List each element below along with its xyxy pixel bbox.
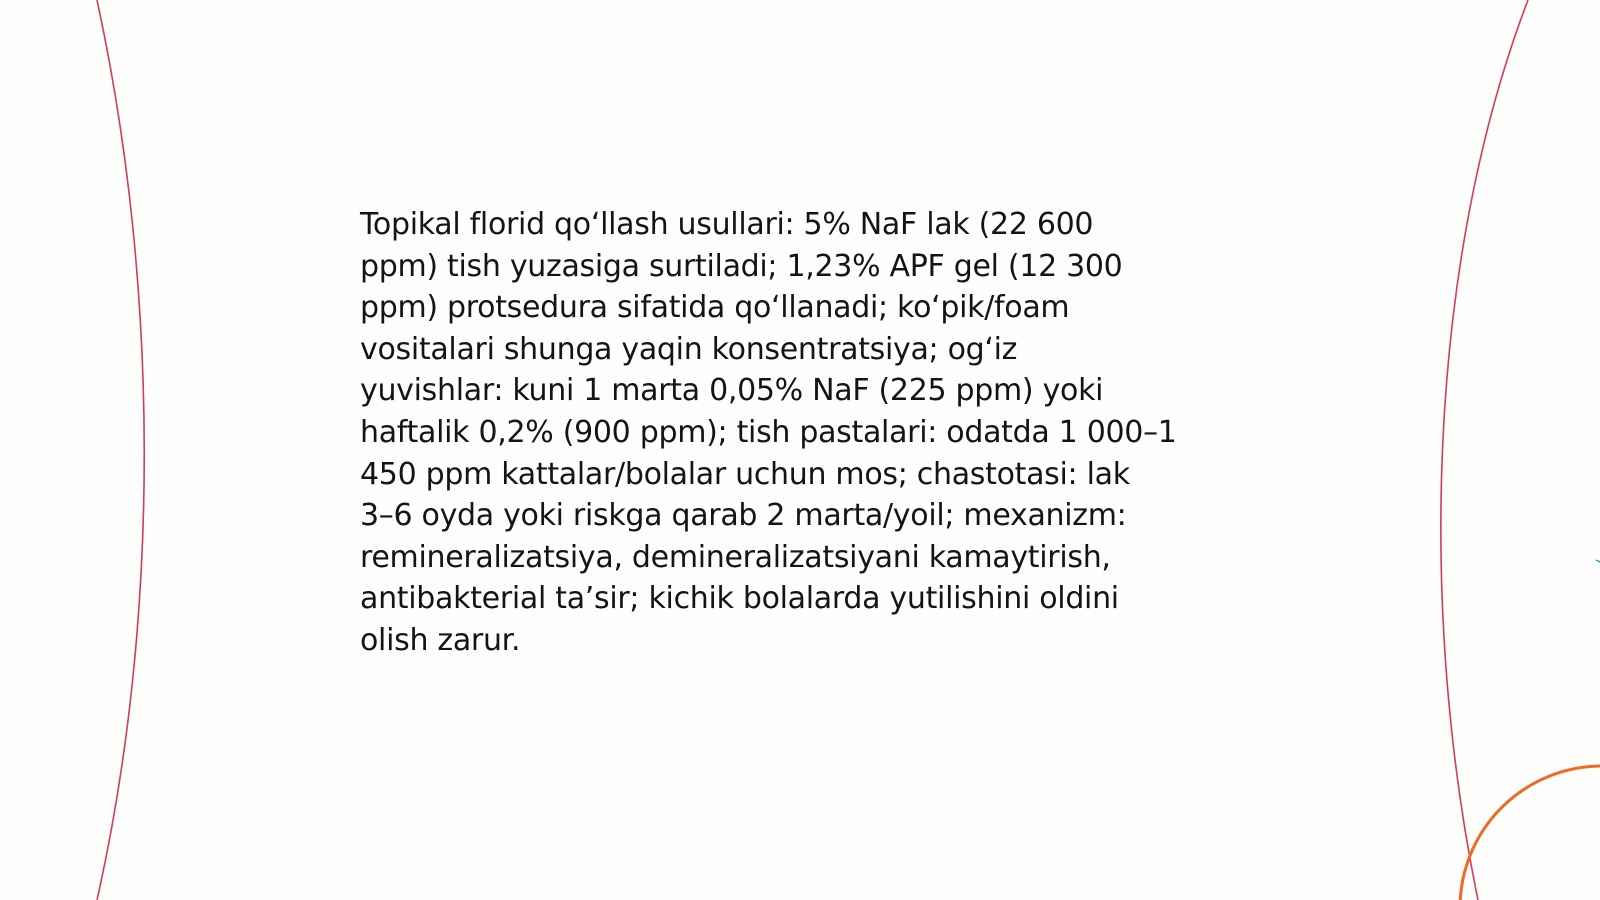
teal-decorative-mark (1596, 560, 1600, 562)
left-decorative-arc (97, 0, 144, 900)
orange-decorative-circle (1460, 766, 1600, 900)
slide-body-text: Topikal florid qo‘llash usullari: 5% NaF lak (22 600 ppm) tish yuzasiga surtiladi; 1,23% APF gel (12 300 ppm) protsedura sifatida qo‘llanadi; ko‘pik/foam vositalari shunga yaqin konsentratsiya; og‘iz yuvishlar: kuni 1 marta 0,05% NaF (225 ppm) yoki haftalik 0,2% (900 ppm); tish pastalari: odatda 1 000–1 450 ppm kattalar/bolalar uchun mos; chastotasi: lak 3–6 oyda yoki riskga qarab 2 marta/yoil; mexanizm: remineralizatsiya, demineralizatsiyani kamaytirish, antibakterial ta’sir; kichik bolalarda yutilishini oldini olish zarur. (360, 207, 1177, 658)
right-decorative-arc (1441, 0, 1528, 900)
